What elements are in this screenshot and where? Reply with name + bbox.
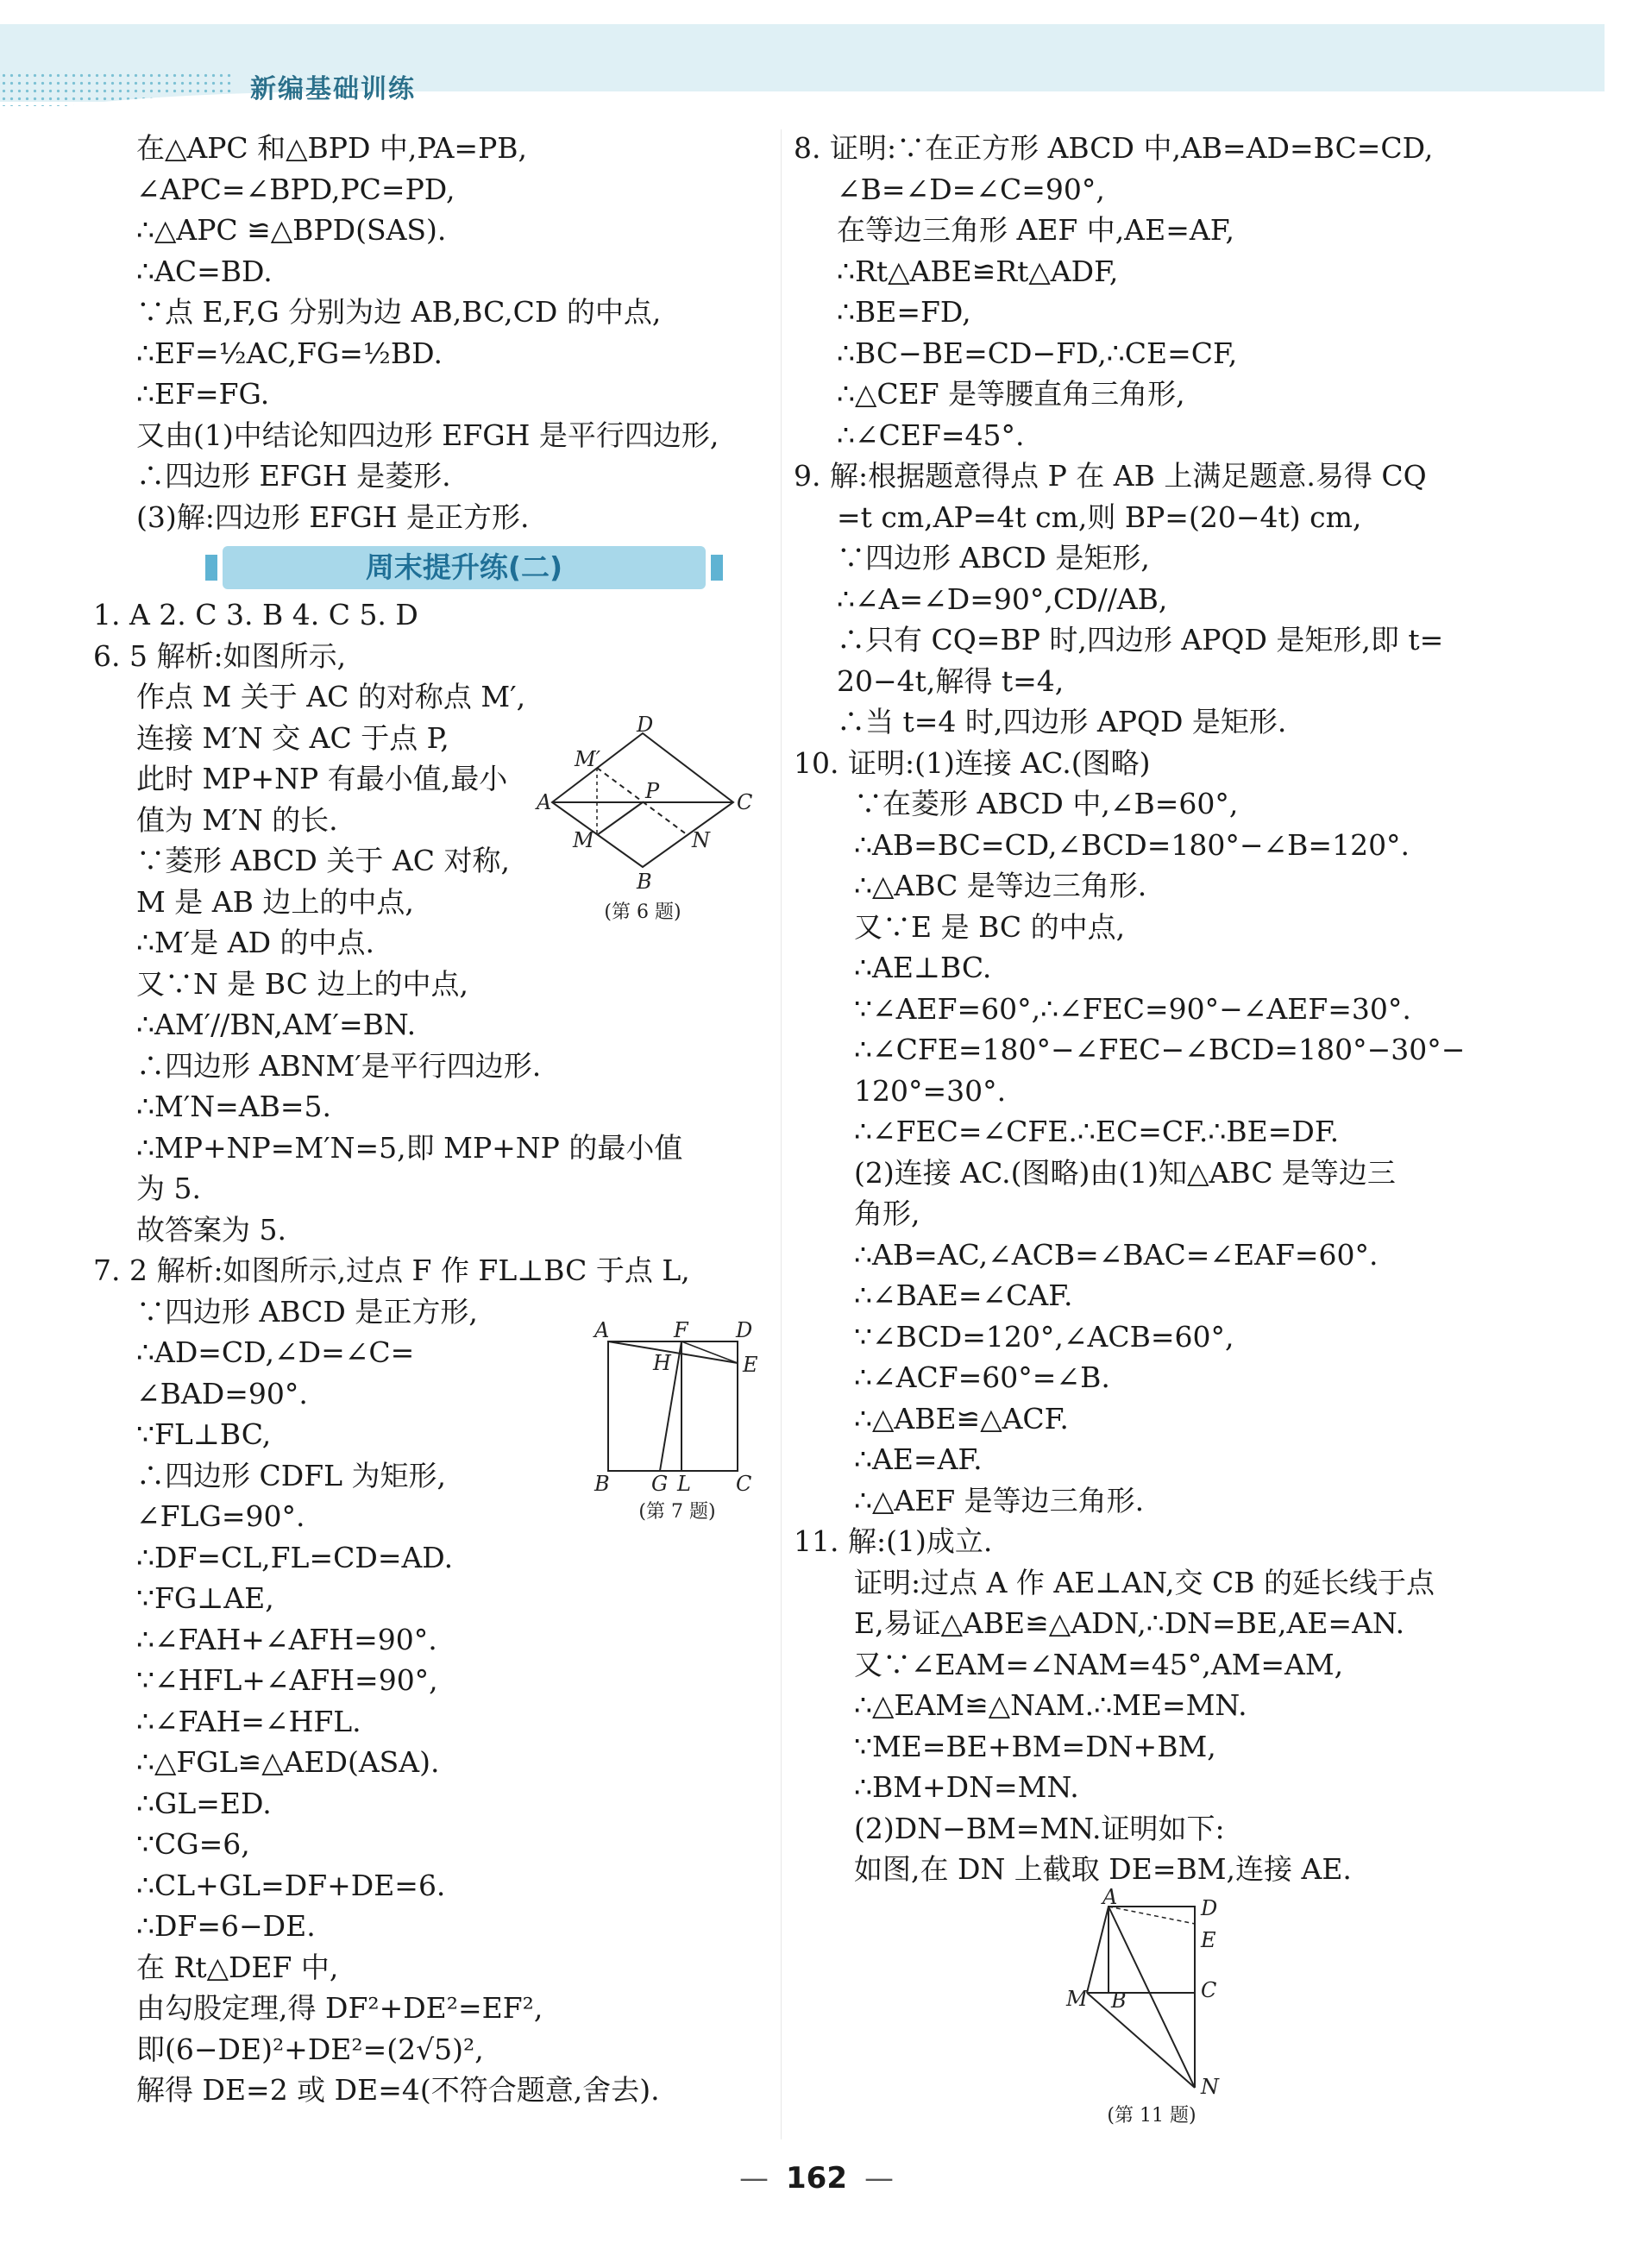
- fig7-label-G: G: [651, 1472, 669, 1496]
- fig11-label-N: N: [1201, 2075, 1219, 2099]
- answer-line: ∴AE=AF.: [854, 1442, 983, 1476]
- fig7-label-A: A: [594, 1318, 610, 1342]
- answer-line: ∴四边形 EFGH 是菱形.: [136, 459, 451, 493]
- answer-line: (2)DN−BM=MN.证明如下:: [854, 1811, 1225, 1845]
- answer-line: ∴EF=FG.: [136, 377, 270, 411]
- figure-7-diagram: [591, 1318, 763, 1496]
- answer-line: 故答案为 5.: [136, 1212, 286, 1247]
- answer-line: ∵FG⊥AE,: [136, 1581, 274, 1615]
- answer-line: M 是 AB 边上的中点,: [136, 884, 414, 919]
- answer-line: ∴Rt△ABE≌Rt△ADF,: [837, 254, 1119, 288]
- fig11-label-M: M: [1066, 1987, 1088, 2011]
- answer-line: ∴AE⊥BC.: [854, 951, 992, 984]
- answer-line: ∴GL=ED.: [136, 1786, 272, 1820]
- answer-line: ∴∠FEC=∠CFE.∴EC=CF.∴BE=DF.: [854, 1115, 1340, 1148]
- answer-line: ∴∠ACF=60°=∠B.: [854, 1360, 1110, 1394]
- fig7-label-C: C: [736, 1472, 752, 1496]
- fig11-label-D: D: [1201, 1896, 1218, 1920]
- fig7-label-B: B: [594, 1472, 610, 1496]
- answer-line: ∴∠FAH=∠HFL.: [136, 1704, 361, 1738]
- answer-line: 7. 2 解析:如图所示,过点 F 作 FL⊥BC 于点 L,: [93, 1253, 690, 1287]
- answer-line: 11. 解:(1)成立.: [794, 1524, 993, 1558]
- answer-line: ∠FLG=90°.: [136, 1499, 305, 1533]
- answer-line: ∵点 E,F,G 分别为边 AB,BC,CD 的中点,: [136, 295, 662, 329]
- fig11-label-B: B: [1111, 1988, 1127, 2013]
- answer-line: 由勾股定理,得 DF²+DE²=EF²,: [136, 1991, 543, 2025]
- answer-line: 在 Rt△DEF 中,: [136, 1950, 339, 1984]
- answer-line: ∴△AEF 是等边三角形.: [854, 1483, 1145, 1517]
- answer-line: 值为 M′N 的长.: [136, 802, 338, 837]
- answer-line: ∵四边形 ABCD 是正方形,: [136, 1294, 478, 1329]
- answer-line: ∵ME=BE+BM=DN+BM,: [854, 1729, 1216, 1763]
- answer-line: =t cm,AP=4t cm,则 BP=(20−4t) cm,: [837, 499, 1362, 534]
- answer-line: 此时 MP+NP 有最小值,最小: [136, 762, 508, 795]
- answer-line: 又∵E 是 BC 的中点,: [854, 909, 1126, 944]
- answer-line: ∵∠BCD=120°,∠ACB=60°,: [854, 1319, 1234, 1354]
- answer-line: ∴∠A=∠D=90°,CD//AB,: [837, 581, 1168, 616]
- answer-line: 即(6−DE)²+DE²=(2√5)²,: [136, 2032, 484, 2066]
- left-answer-block-1: [93, 128, 766, 537]
- answer-line: ∴AM′//BN,AM′=BN.: [136, 1008, 417, 1041]
- answer-line: 1. A 2. C 3. B 4. C 5. D: [93, 598, 418, 631]
- answer-line: ∴DF=CL,FL=CD=AD.: [136, 1540, 454, 1574]
- fig6-label-B: B: [637, 870, 652, 894]
- answer-line: ∴BE=FD,: [837, 295, 971, 329]
- answer-line: 20−4t,解得 t=4,: [837, 663, 1065, 698]
- section-banner: 周末提升练(二): [223, 546, 706, 589]
- answer-line: ∴△APC ≌△BPD(SAS).: [136, 213, 447, 247]
- column-divider: [781, 129, 782, 2139]
- answer-line: 为 5.: [136, 1172, 201, 1205]
- answer-line: ∴只有 CQ=BP 时,四边形 APQD 是矩形,即 t=: [837, 623, 1444, 657]
- answer-line: ∴EF=½AC,FG=½BD.: [136, 336, 443, 370]
- fig11-label-E: E: [1201, 1928, 1216, 1952]
- answer-line: ∴AC=BD.: [136, 254, 273, 288]
- left-column: [93, 128, 766, 2111]
- answer-line: (2)连接 AC.(图略)由(1)知△ABC 是等边三: [854, 1155, 1396, 1190]
- answer-line: ∵CG=6,: [136, 1827, 250, 1861]
- fig6-label-C: C: [737, 790, 753, 814]
- fig11-label-C: C: [1201, 1978, 1217, 2002]
- answer-line: ∴△EAM≌△NAM.∴ME=MN.: [854, 1688, 1247, 1722]
- answer-line: ∵∠HFL+∠AFH=90°,: [136, 1663, 438, 1697]
- header-band: [0, 24, 1605, 102]
- fig6-label-D: D: [637, 713, 654, 737]
- figure-11-caption: (第 11 题): [1107, 2105, 1196, 2127]
- fig6-label-N: N: [692, 828, 710, 852]
- answer-line: ∴M′N=AB=5.: [136, 1090, 332, 1123]
- answer-line: ∴∠BAE=∠CAF.: [854, 1278, 1073, 1312]
- answer-line: 作点 M 关于 AC 的对称点 M′,: [136, 680, 526, 713]
- answer-line: 10. 证明:(1)连接 AC.(图略): [794, 745, 1151, 780]
- figure-11-diagram: [1052, 1885, 1251, 2101]
- answer-line: 在△APC 和△BPD 中,PA=PB,: [136, 131, 528, 165]
- answer-line: 在等边三角形 AEF 中,AE=AF,: [837, 213, 1234, 247]
- fig7-label-L: L: [677, 1472, 691, 1496]
- right-column: [794, 128, 1475, 1890]
- answer-line: ∴∠FAH+∠AFH=90°.: [136, 1622, 437, 1656]
- figure-6-diagram: [535, 713, 753, 897]
- answer-line: ∴四边形 CDFL 为矩形,: [136, 1458, 446, 1492]
- answer-line: ∵FL⊥BC,: [136, 1417, 272, 1451]
- answer-line: ∴△CEF 是等腰直角三角形,: [837, 377, 1185, 411]
- answer-line: ∴MP+NP=M′N=5,即 MP+NP 的最小值: [136, 1130, 683, 1165]
- answer-line: ∴当 t=4 时,四边形 APQD 是矩形.: [837, 705, 1287, 738]
- answer-line: ∴四边形 ABNM′是平行四边形.: [136, 1048, 542, 1083]
- answer-line: ∴AD=CD,∠D=∠C=: [136, 1335, 415, 1369]
- answer-line: ∵∠AEF=60°,∴∠FEC=90°−∠AEF=30°.: [854, 991, 1411, 1026]
- answer-line: 证明:过点 A 作 AE⊥AN,交 CB 的延长线于点: [854, 1565, 1435, 1599]
- fig7-label-H: H: [653, 1351, 671, 1375]
- answer-line: ∴BC−BE=CD−FD,∴CE=CF,: [837, 336, 1238, 370]
- figure-7-caption: (第 7 题): [638, 1501, 716, 1523]
- fig7-label-F: F: [674, 1318, 688, 1342]
- answer-line: ∴DF=6−DE.: [136, 1909, 316, 1943]
- answer-line: ∠APC=∠BPD,PC=PD,: [136, 172, 455, 206]
- answer-line: 120°=30°.: [854, 1073, 1007, 1108]
- answer-line: ∴M′是 AD 的中点.: [136, 926, 375, 959]
- answer-line: ∠B=∠D=∠C=90°,: [837, 172, 1105, 206]
- answer-line: ∵四边形 ABCD 是矩形,: [837, 541, 1150, 575]
- fig7-label-D: D: [736, 1318, 753, 1342]
- answer-line: ∠BAD=90°.: [136, 1376, 308, 1410]
- fig6-label-A: A: [537, 790, 552, 814]
- figure-7: [591, 1320, 763, 1527]
- answer-line: ∴BM+DN=MN.: [854, 1770, 1079, 1804]
- answer-line: ∵菱形 ABCD 关于 AC 对称,: [136, 844, 510, 877]
- answer-line: 解得 DE=2 或 DE=4(不符合题意,舍去).: [136, 2073, 660, 2107]
- answer-line: 又∵∠EAM=∠NAM=45°,AM=AM,: [854, 1647, 1344, 1681]
- page-number: — 162 —: [0, 2161, 1633, 2196]
- answer-line: 又由(1)中结论知四边形 EFGH 是平行四边形,: [136, 418, 719, 452]
- answer-line: ∴CL+GL=DF+DE=6.: [136, 1868, 446, 1902]
- book-series-title: 新编基础训练: [250, 74, 416, 104]
- answer-line: 9. 解:根据题意得点 P 在 AB 上满足题意.易得 CQ: [794, 459, 1427, 493]
- answer-line: ∴△ABE≌△ACF.: [854, 1401, 1069, 1436]
- fig6-label-M: M: [573, 828, 594, 852]
- answer-line: 连接 M′N 交 AC 于点 P,: [136, 720, 449, 755]
- answer-line: 角形,: [854, 1197, 920, 1230]
- answer-line: 8. 证明:∵在正方形 ABCD 中,AB=AD=BC=CD,: [794, 131, 1434, 165]
- fig6-label-Mprime: M′: [575, 747, 601, 771]
- answer-line: ∴∠CFE=180°−∠FEC−∠BCD=180°−30°−: [854, 1033, 1466, 1066]
- header-curve: [0, 91, 1605, 126]
- answer-line: ∴∠CEF=45°.: [837, 418, 1025, 452]
- figure-6-caption: (第 6 题): [604, 902, 681, 923]
- figure-11: [1052, 1885, 1251, 2131]
- fig6-label-P: P: [645, 779, 660, 803]
- figure-6: [535, 713, 753, 932]
- answer-line: 6. 5 解析:如图所示,: [93, 638, 347, 673]
- fig7-label-E: E: [743, 1353, 758, 1377]
- answer-line: ∴AB=BC=CD,∠BCD=180°−∠B=120°.: [854, 827, 1410, 862]
- fig11-label-A: A: [1102, 1885, 1118, 1909]
- answer-line: E,易证△ABE≌△ADN,∴DN=BE,AE=AN.: [854, 1606, 1405, 1640]
- answer-line: ∵在菱形 ABCD 中,∠B=60°,: [854, 787, 1239, 820]
- answer-line: 如图,在 DN 上截取 DE=BM,连接 AE.: [854, 1852, 1352, 1886]
- answer-line: ∴△FGL≌△AED(ASA).: [136, 1745, 440, 1779]
- answer-line: (3)解:四边形 EFGH 是正方形.: [136, 499, 530, 534]
- answer-line: 又∵N 是 BC 边上的中点,: [136, 966, 468, 1001]
- right-answer-block: [794, 128, 1475, 1890]
- answer-line: ∴AB=AC,∠ACB=∠BAC=∠EAF=60°.: [854, 1237, 1379, 1272]
- answer-line: ∴△ABC 是等边三角形.: [854, 869, 1147, 902]
